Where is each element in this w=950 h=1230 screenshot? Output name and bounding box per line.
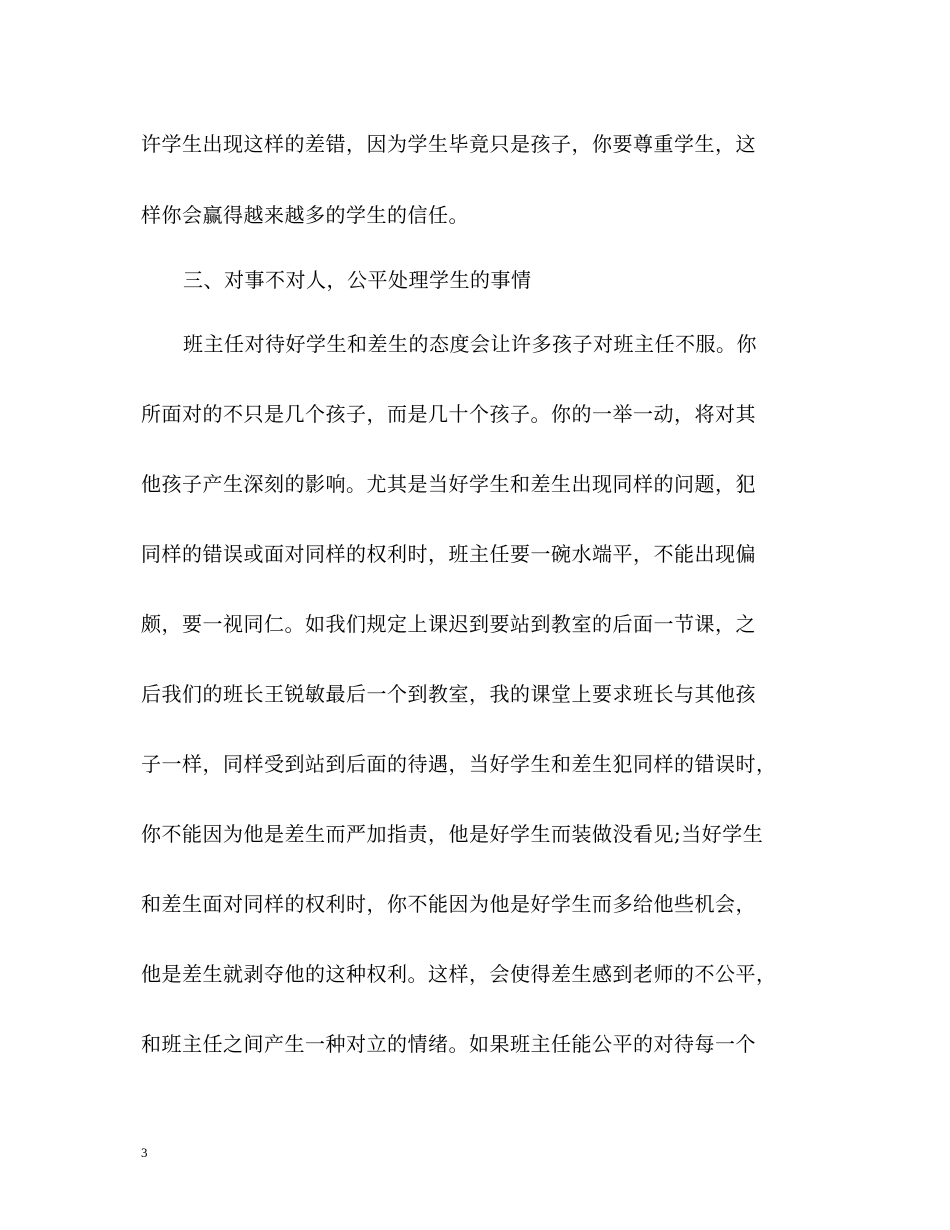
paragraph-first-line: 班主任对待好学生和差生的态度会让许多孩子对班主任不服。你	[183, 332, 757, 356]
text-line-1: 许学生出现这样的差错，因为学生毕竟只是孩子，你要尊重学生，这	[141, 132, 756, 156]
text-line-12: 和差生面对同样的权利时，你不能因为他是好学生而多给他些机会，	[141, 892, 756, 916]
text-line-8: 颇，要一视同仁。如我们规定上课迟到要站到教室的后面一节课，之	[141, 612, 756, 636]
text-line-14: 和班主任之间产生一种对立的情绪。如果班主任能公平的对待每一个	[141, 1032, 756, 1056]
text-line-13: 他是差生就剥夺他的这种权利。这样，会使得差生感到老师的不公平，	[141, 962, 777, 986]
text-line-9: 后我们的班长王锐敏最后一个到教室，我的课堂上要求班长与其他孩	[141, 682, 756, 706]
text-line-2: 样你会赢得越来越多的学生的信任。	[141, 203, 469, 227]
text-line-7: 同样的错误或面对同样的权利时，班主任要一碗水端平，不能出现偏	[141, 542, 756, 566]
text-line-6: 他孩子产生深刻的影响。尤其是当好学生和差生出现同样的问题，犯	[141, 472, 756, 496]
text-line-11: 你不能因为他是差生而严加指责，他是好学生而装做没看见;当好学生	[141, 822, 764, 846]
text-line-5: 所面对的不只是几个孩子，而是几十个孩子。你的一举一动，将对其	[141, 402, 756, 426]
text-line-10: 子一样，同样受到站到后面的待遇，当好学生和差生犯同样的错误时，	[141, 752, 777, 776]
page-number: 3	[141, 1145, 148, 1160]
section-heading: 三、对事不对人，公平处理学生的事情	[183, 268, 532, 292]
